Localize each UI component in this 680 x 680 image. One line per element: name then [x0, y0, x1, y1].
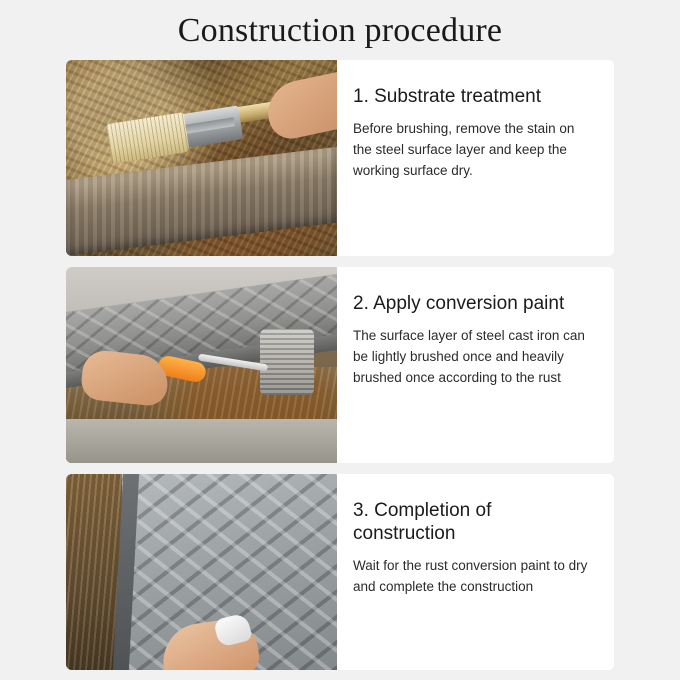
step-card-3	[66, 474, 614, 670]
step-card-1	[66, 60, 614, 256]
step-3-body: Wait for the rust conversion paint to dry and complete the construction	[353, 557, 588, 594]
step-1-image	[66, 60, 337, 256]
step-2-image	[66, 267, 337, 463]
step-2-heading: 2. Apply conversion paint	[353, 293, 565, 314]
step-1-heading: 1. Substrate treatment	[353, 86, 541, 107]
page-title: Construction procedure	[177, 12, 503, 49]
step-3-heading: 3. Completion of construction	[353, 500, 492, 544]
step-card-2	[66, 267, 614, 463]
step-3-image	[66, 474, 337, 670]
step-2-text	[337, 267, 614, 463]
step-2-body: The surface layer of steel cast iron can be lightly brushed once and heavily brushed once according to the rust	[353, 327, 585, 385]
paint-roller-icon	[260, 329, 314, 395]
step-1-body: Before brushing, remove the stain on the steel surface layer and keep the working surface dry.	[353, 120, 575, 178]
hand-icon	[262, 69, 337, 142]
step-3-text	[337, 474, 614, 670]
brush-bristles-icon	[106, 112, 189, 164]
ground-surface	[66, 419, 337, 463]
step-1-text	[337, 60, 614, 256]
steel-plate-ledge	[66, 147, 337, 256]
steps-list	[0, 60, 680, 670]
